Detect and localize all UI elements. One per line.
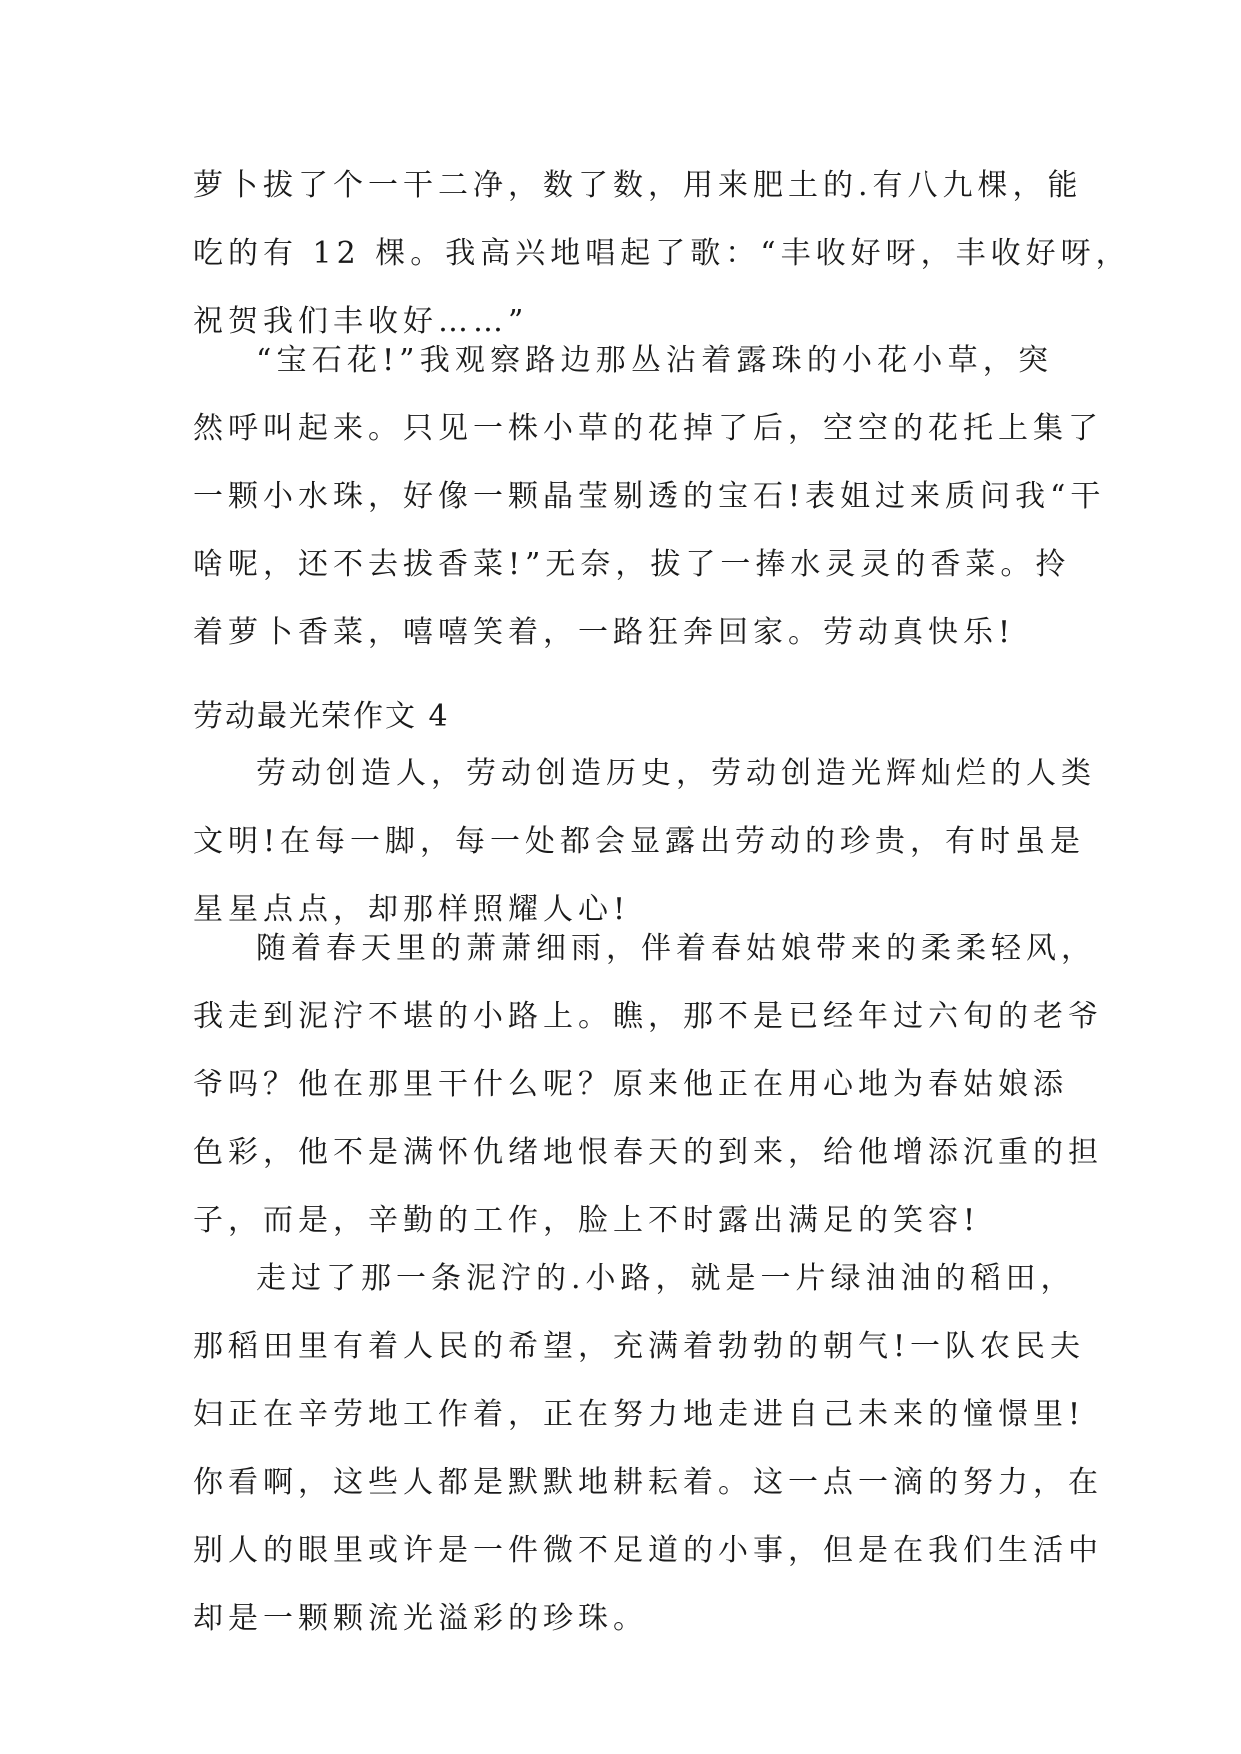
text-line: 着萝卜香菜，嘻嘻笑着，一路狂奔回家。劳动真快乐! xyxy=(193,615,1016,650)
text-line: 却是一颗颗流光溢彩的珍珠。 xyxy=(193,1601,648,1636)
text-line: 劳动创造人，劳动创造历史，劳动创造光辉灿烂的人类 xyxy=(256,756,1096,791)
paragraph-gem-flower xyxy=(193,327,1106,667)
text-line: 走过了那一条泥泞的.小路，就是一片绿油油的稻田， xyxy=(256,1261,1076,1296)
text-line: 祝贺我们丰收好……” xyxy=(193,304,529,339)
text-line: 星星点点，却那样照耀人心! xyxy=(193,892,631,927)
text-line: 吃的有 12 棵。我高兴地唱起了歌：“丰收好呀，丰收好呀， xyxy=(193,236,1131,271)
text-line: 然呼叫起来。只见一株小草的花掉了后，空空的花托上集了 xyxy=(193,411,1103,446)
text-line: 萝卜拔了个一干二净，数了数，用来肥土的.有八九棵，能 xyxy=(193,168,1083,203)
text-line: 爷吗？他在那里干什么呢？原来他正在用心地为春姑娘添 xyxy=(193,1067,1068,1102)
text-line: 子，而是，辛勤的工作，脸上不时露出满足的笑容! xyxy=(193,1203,981,1238)
text-line: 随着春天里的萧萧细雨，伴着春姑娘带来的柔柔轻风， xyxy=(256,931,1096,966)
text-line: 你看啊，这些人都是默默地耕耘着。这一点一滴的努力，在 xyxy=(193,1465,1103,1500)
paragraph-labor-creates xyxy=(193,740,1096,944)
text-line: 别人的眼里或许是一件微不足道的小事，但是在我们生活中 xyxy=(193,1533,1103,1568)
text-line: “宝石花!”我观察路边那丛沾着露珠的小花小草，突 xyxy=(256,343,1053,378)
text-line: 那稻田里有着人民的希望，充满着勃勃的朝气!一队农民夫 xyxy=(193,1329,1086,1364)
text-line: 一颗小水珠，好像一颗晶莹剔透的宝石!表姐过来质问我“干 xyxy=(193,479,1106,514)
text-line: 妇正在辛劳地工作着，正在努力地走进自己未来的憧憬里! xyxy=(193,1397,1086,1432)
paragraph-rice-field xyxy=(193,1245,1103,1653)
text-line: 啥呢，还不去拔香菜!”无奈，拔了一捧水灵灵的香菜。拎 xyxy=(193,547,1071,582)
section-heading: 劳动最光荣作文 4 xyxy=(193,699,450,734)
text-line: 色彩，他不是满怀仇绪地恨春天的到来，给他增添沉重的担 xyxy=(193,1135,1103,1170)
paragraph-spring-rain xyxy=(193,915,1103,1255)
paragraph-radish-harvest xyxy=(193,152,1131,356)
text-line: 文明!在每一脚，每一处都会显露出劳动的珍贵，有时虽是 xyxy=(193,824,1086,859)
text-line: 我走到泥泞不堪的小路上。瞧，那不是已经年过六旬的老爷 xyxy=(193,999,1103,1034)
